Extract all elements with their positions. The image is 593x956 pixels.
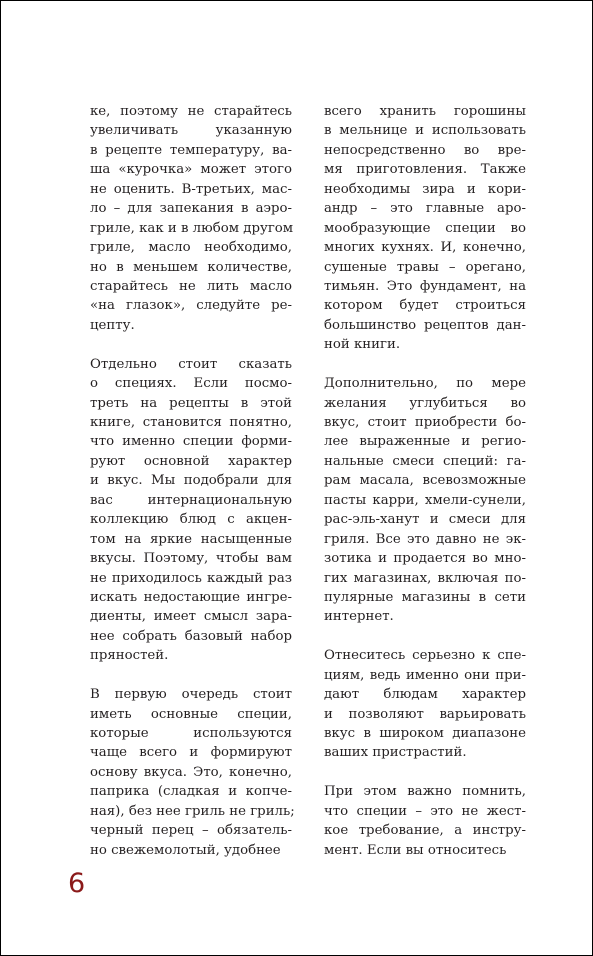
- text-line: зотика и продается во мно-: [324, 551, 526, 567]
- text-line: увеличивать указанную: [90, 123, 292, 139]
- text-line: рас-эль-ханут и смеси для: [324, 512, 526, 528]
- text-line: паприка (сладкая и копче-: [90, 784, 292, 800]
- text-line: При этом важно помнить,: [324, 784, 526, 800]
- text-line: не оценить. В-третьих, мас-: [90, 181, 292, 197]
- text-line: гриле, как и в любом другом: [90, 220, 294, 236]
- text-line: лее выраженные и регио-: [324, 434, 526, 450]
- text-line: вкус, стоит приобрести бо-: [324, 415, 526, 430]
- text-line: коллекцию блюд с акцен-: [90, 512, 292, 528]
- text-line: которые используются: [90, 726, 292, 741]
- paragraph: [324, 782, 526, 860]
- text-line: многих кухнях. И, конечно,: [324, 240, 526, 256]
- text-line: мя приготовления. Также: [324, 162, 526, 178]
- text-line: диенты, имеет смысл зара-: [90, 609, 292, 625]
- text-line: ло – для запекания в аэро-: [90, 201, 292, 217]
- text-line: В первую очередь стоит: [90, 687, 292, 703]
- text-line: сушеные травы – орегано,: [324, 259, 526, 275]
- paragraph: [324, 102, 526, 355]
- text-line: треть на рецепты в этой: [90, 395, 292, 411]
- paragraph: [324, 374, 526, 627]
- paragraph: [90, 355, 292, 666]
- text-line: руют основной характер: [90, 453, 292, 469]
- text-line: мент. Если вы относитесь: [324, 842, 507, 858]
- text-line: циям, ведь именно они при-: [324, 667, 526, 683]
- left-text-column: [90, 102, 295, 880]
- text-line: ной книги.: [324, 337, 401, 353]
- text-line: и вкус. Мы подобрали для: [90, 473, 292, 489]
- text-line: ваших пристрастий.: [324, 745, 467, 761]
- text-line: необходимы зира и кори-: [324, 181, 526, 197]
- text-line: рам масала, всевозможные: [324, 473, 526, 489]
- text-line: что именно специи форми-: [90, 434, 292, 450]
- paragraph: [90, 685, 295, 860]
- text-line: желания углубиться во: [324, 395, 526, 411]
- text-line: о специях. Если посмо-: [90, 376, 292, 392]
- text-line: пасты карри, хмели-сунели,: [324, 492, 526, 508]
- text-line: андр – это главные аро-: [324, 201, 526, 217]
- page-number: 6: [68, 868, 86, 899]
- text-line: ке, поэтому не старайтесь: [90, 104, 292, 119]
- text-line: котором будет строиться: [324, 298, 526, 314]
- text-line: всего хранить горошины: [324, 104, 526, 119]
- text-line: что специи – это не жест-: [324, 803, 526, 819]
- text-line: Отнеситесь серьезно к спе-: [324, 648, 526, 664]
- text-line: книге, становится понятно,: [90, 415, 292, 430]
- text-line: в мельнице и использовать: [324, 123, 526, 139]
- text-line: вкусы. Поэтому, чтобы вам: [90, 551, 292, 567]
- text-line: мообразующие специи во: [324, 220, 526, 236]
- text-line: интернет.: [324, 609, 394, 625]
- text-line: цепту.: [90, 317, 135, 333]
- text-line: том на яркие насыщенные: [90, 531, 292, 547]
- text-line: тимьян. Это фундамент, на: [324, 278, 526, 294]
- text-line: дают блюдам характер: [324, 687, 526, 703]
- text-line: большинство рецептов дан-: [324, 317, 526, 333]
- text-line: «на глазок», следуйте ре-: [90, 298, 292, 314]
- text-line: вкус в широком диапазоне: [324, 726, 526, 741]
- text-line: нее собрать базовый набор: [90, 628, 292, 644]
- text-line: черный перец – обязатель-: [90, 823, 292, 839]
- text-line: гриле, масло необходимо,: [90, 240, 292, 256]
- text-line: но в меньшем количестве,: [90, 259, 292, 275]
- text-line: искать недостающие ингре-: [90, 589, 292, 605]
- text-line: кое требование, а инстру-: [324, 823, 526, 839]
- text-line: ша «курочка» может этого: [90, 162, 292, 178]
- text-line: и позволяют варьировать: [324, 706, 526, 722]
- text-line: непосредственно во вре-: [324, 142, 526, 158]
- text-line: нальные смеси специй: га-: [324, 453, 526, 469]
- text-line: но свежемолотый, удобнее: [90, 842, 281, 858]
- text-line: гих магазинах, включая по-: [324, 570, 526, 586]
- text-line: пряностей.: [90, 648, 169, 664]
- text-line: Отдельно стоит сказать: [90, 356, 292, 372]
- paragraph: [324, 646, 526, 763]
- text-line: в рецепте температуру, ва-: [90, 142, 292, 158]
- text-line: старайтесь не лить масло: [90, 278, 292, 294]
- text-line: Дополнительно, по мере: [324, 376, 526, 392]
- text-line: гриля. Все это давно не эк-: [324, 531, 526, 547]
- text-line: вас интернациональную: [90, 492, 292, 508]
- paragraph: [90, 102, 292, 335]
- text-line: основу вкуса. Это, конечно,: [90, 764, 292, 780]
- text-line: пулярные магазины в сети: [324, 589, 526, 605]
- right-text-column: [324, 102, 526, 880]
- text-line: ная), без нее гриль не гриль;: [90, 803, 295, 819]
- text-line: не приходилось каждый раз: [90, 570, 292, 586]
- text-line: чаще всего и формируют: [90, 745, 292, 761]
- text-line: иметь основные специи,: [90, 706, 292, 722]
